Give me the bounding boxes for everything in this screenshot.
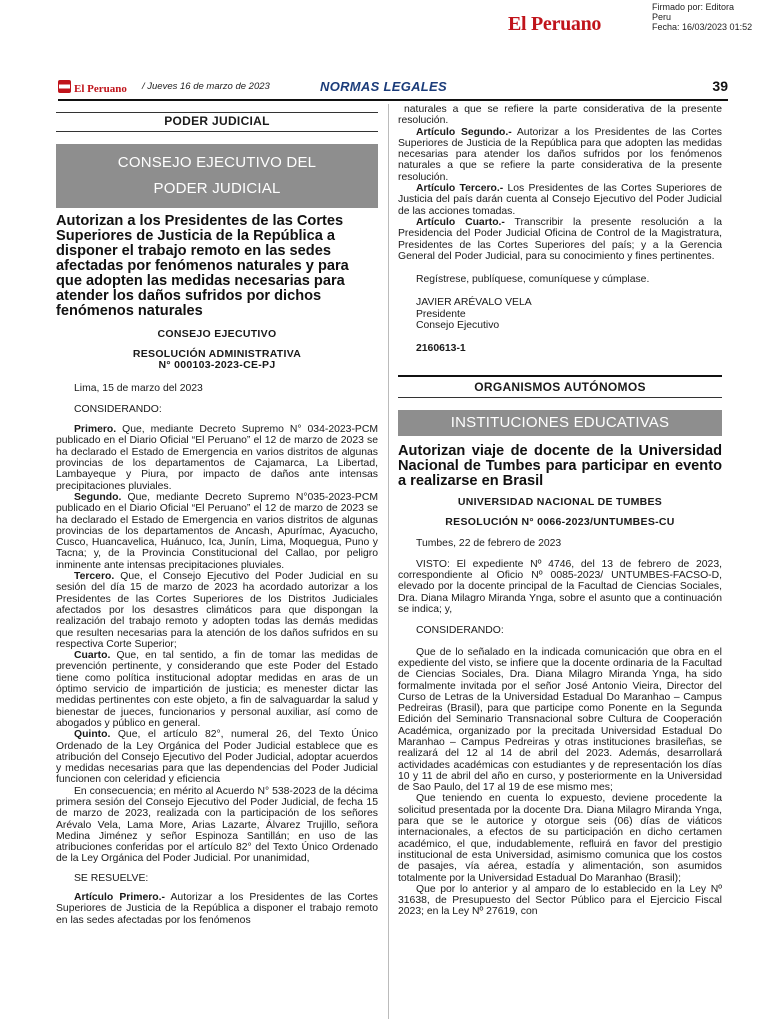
section-title: PODER JUDICIAL [164, 114, 270, 128]
issuer: CONSEJO EJECUTIVO [157, 328, 277, 341]
place-date: Tumbes, 22 de febrero de 2023 [416, 537, 562, 549]
resolution-line: RESOLUCIÓN ADMINISTRATIVA [132, 347, 302, 360]
section-rule [56, 131, 378, 132]
left-column [56, 110, 378, 926]
column-divider [388, 104, 389, 1019]
resolution-title: RESOLUCIÓN N° 0066-2023/UNTUMBES-CU [445, 516, 675, 529]
header-date: / Jueves 16 de marzo de 2023 [142, 81, 270, 92]
document-code: 2160613-1 [416, 343, 466, 355]
signer-title: Consejo Ejecutivo [416, 320, 500, 332]
running-header [58, 80, 728, 98]
el-peruano-logo: El Peruano [508, 13, 602, 35]
right-column [398, 104, 722, 918]
place-date: Lima, 15 de marzo del 2023 [74, 382, 203, 394]
coat-of-arms-icon [58, 80, 71, 93]
signature-line: Fecha: 16/03/2023 01:52 [652, 22, 753, 32]
paragraph: Quinto. Que, el artículo 82°, numeral 26, del Texto Único Ordenado de la Ley Orgánica del Poder Judicial establece que es atribución del Consejo Ejecutivo del Poder Judicial, adoptar acuerdos y medidas necesarias para que las dependencias del Poder Judicial funcionen con celeridad y eficiencia [56, 729, 378, 786]
signature-line: Firmado por: Editora [652, 2, 735, 12]
institution-banner [56, 144, 378, 208]
section-title: ORGANISMOS AUTÓNOMOS [474, 379, 646, 394]
signer-title: Presidente [416, 308, 466, 320]
paragraph: Artículo Tercero.- Los Presidentes de las Cortes Superiores de Justicia del país darán cuenta al Consejo Ejecutivo del Poder Judicial de las acciones tomadas. [398, 183, 722, 217]
digital-signature [652, 2, 768, 32]
paragraph: Tercero. Que, el Consejo Ejecutivo del Poder Judicial en su sesión del día 15 de marzo de 2023 ha acordado autorizar a los Presidentes de las Cortes Superiores de los Distritos Judiciales afectados por los desastres climáticos para que dispongan la realización del trabajo remoto y adopten todas las demás medidas que resulten necesarias para la atención de los daños sufridos en su respectiva Corte Superior; [56, 571, 378, 650]
considerando-label: CONSIDERANDO: [416, 625, 504, 637]
resolution-line: N° 000103-2023-CE-PJ [158, 358, 276, 371]
header-divider [58, 99, 728, 101]
paragraph: Artículo Cuarto.- Transcribir la presente resolución a la Presidencia del Poder Judicial Oficina de Control de la Magistratura, Presidentes de las Cortes Superiores del país; y a la Gerencia General del Poder Judicial, para su conocimiento y fines pertinentes. [398, 216, 722, 262]
paragraph: Cuarto. Que, en tal sentido, a fin de tomar las medidas de prevención pertinente, y considerando que este Poder del Estado tiene como política institucional adoptar medidas en aras de un óptimo servicio de impartición de justicia; es menester dictar las medidas pertinentes con este objeto, a fin de salvaguardar la salud y bienestar de jueces, funcionarios y personal auxiliar, así como de abogados y público en general. [56, 650, 378, 729]
paragraph: VISTO: El expediente Nº 4746, del 13 de febrero de 2023, correspondiente al Oficio Nº 0085-2023/ UNTUMBES-FACSO-D, elevado por la docente principal de la Facultad de Ciencias Sociales, Dra. Diana Milagro Miranda Ynga, sobre el asunto que a continuación se indica; y, [398, 558, 722, 616]
paragraph: En consecuencia; en mérito al Acuerdo N° 538-2023 de la décima primera sesión del Consejo Ejecutivo del Poder Judicial, de fecha 15 de marzo de 2023, realizada con la participación de los señores Arévalo Vela, Lama More, Arias Lazarte, Álvarez Trujillo, señora Medina Jiménez y señor Espinoza Santillán; en uso de las atribuciones conferidas por el artículo 82° del Texto Único Ordenado de la Ley Orgánica del Poder Judicial. Por unanimidad, [56, 785, 378, 865]
header-section: NORMAS LEGALES [320, 79, 447, 94]
signer-name: JAVIER ARÉVALO VELA [416, 297, 532, 309]
paragraph: Que de lo señalado en la indicada comunicación que obra en el expediente del visto, se infiere que la docente ordinaria de la Facultad de Ciencias Sociales, Dra. Diana Milagro Miranda Ynga, ha sido formalmente invitada por el señor José Antonio Vieira, Director del Curso de Letras de la Universidad Estadual Do Maranhao – Campus Pedreiras (Brasil), para que participe como Ponente en la Segunda Edición del Seminario Transnacional sobre Cultura de Cooperación Académica, organizado por la precitada Universidad Estadual Do Maranhao – Campus Pedreiras y otras instituciones brasileñas, se realizará del 12 al 14 de abril del 2023. Además, desarrollará actividades académicas con estudiantes y de representación los días 10 y 11 de abril del año en curso, y posteriormente en la Universidad de Sao Paulo, del 17 al 19 de ese mismo mes; [398, 646, 722, 794]
paragraph: Que por lo anterior y al amparo de lo establecido en la Ley Nº 31638, de Presupuesto del Sector Público para el Ejercicio Fiscal 2023; en la Ley Nº 27619, con [398, 883, 722, 918]
signature-line: Peru [652, 12, 672, 22]
section-rule [56, 112, 378, 113]
registrese: Regístrese, publíquese, comuníquese y cúmplase. [416, 274, 650, 286]
resolution-title [56, 349, 378, 371]
paragraph: Primero. Que, mediante Decreto Supremo N° 034-2023-PCM publicado en el Diario Oficial “El Peruano” el 12 de marzo de 2023 se ha declarado el Estado de Emergencia en varios distritos de algunas provincias de los departamentos de Cajamarca, La Libertad, Lambayeque y Piura, por impacto de daños ante intensas precipitaciones pluviales. [56, 424, 378, 492]
header-logo: El Peruano [58, 80, 127, 95]
resuelve-label: SE RESUELVE: [74, 872, 149, 884]
paragraph: Artículo Segundo.- Autorizar a los Presidentes de las Cortes Superiores de Justicia de la República para que adopten las medidas necesarias para atender los daños sufridos por los fenómenos naturales a que se refiere la parte considerativa de la presente resolución. [398, 126, 722, 183]
considerando-label: CONSIDERANDO: [74, 403, 162, 415]
article-headline: Autorizan viaje de docente de la Universidad Nacional de Tumbes para participar en evento a realizarse en Brasil [398, 442, 722, 489]
paragraph: Artículo Primero.- Autorizar a los Presidentes de las Cortes Superiores de Justicia de la República a disponer el trabajo remoto en las sedes afectadas por los fenómenos [56, 892, 378, 926]
institution-banner: INSTITUCIONES EDUCATIVAS [398, 410, 722, 436]
paragraph: Que teniendo en cuenta lo expuesto, deviene procedente la solicitud presentada por la docente Dra. Diana Milagro Miranda Ynga, para que se le autorice y otorgue seis (06) días de viáticos internacionales, a efectos de su participación en dicho certamen académico, el que, indudablemente, refluirá en favor del prestigio institucional de esta Universidad, asimismo comunica que los costos de pasajes, vía aérea, estadía y alimentación, son asumidos totalmente por la Universidad Estadual Do Maranhao (Brasil); [398, 793, 722, 884]
section-rule [398, 375, 722, 377]
page-number: 39 [712, 78, 728, 94]
banner-line: CONSEJO EJECUTIVO DEL [117, 154, 317, 172]
paragraph: naturales a que se refiere la parte considerativa de la presente resolución. [398, 104, 722, 127]
banner-line: PODER JUDICIAL [153, 180, 281, 198]
paragraph: Segundo. Que, mediante Decreto Supremo N°035-2023-PCM publicado en el Diario Oficial “El Peruano” el 12 de marzo de 2023 se ha declarado el Estado de Emergencia en varios distritos de algunas provincias de los departamentos de Ancash, Apurímac, Ayacucho, Cusco, Huancavelica, Huánuco, Ica, Junín, Lima, Moquegua, Puno y Tacna; y, de la Provincia Constitucional del Callao, por peligro inminente ante intensas precipitaciones pluviales. [56, 491, 378, 571]
article-headline: Autorizan a los Presidentes de las Cortes Superiores de Justicia de la República a disponer el trabajo remoto en las sedes afectadas por fenómenos naturales y para que adopten las medidas necesarias para atender los daños sufridos por dichos fenómenos naturales [56, 213, 349, 320]
section-rule [398, 397, 722, 398]
issuer: UNIVERSIDAD NACIONAL DE TUMBES [457, 495, 663, 508]
